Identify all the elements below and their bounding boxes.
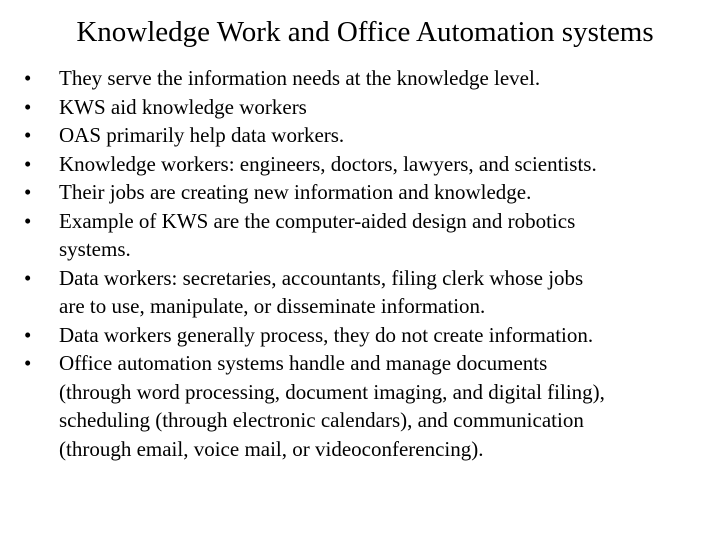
bullet-item (24, 321, 714, 350)
bullet-dot: • (24, 180, 32, 204)
bullet-text-line: scheduling (through electronic calendars), and communication (59, 408, 584, 432)
bullet-text-line: (through email, voice mail, or videoconferencing). (59, 436, 484, 461)
bullet-text-line: Knowledge workers: engineers, doctors, lawyers, and scientists. (59, 151, 597, 176)
bullet-dot: • (24, 66, 32, 90)
bullet-item (24, 64, 714, 93)
bullet-dot: • (24, 208, 32, 233)
bullet-item (24, 349, 714, 463)
bullet-text-line: They serve the information needs at the knowledge level. (59, 66, 541, 90)
bullet-item (24, 121, 714, 150)
bullet-dot: • (24, 94, 32, 119)
bullet-item (24, 207, 714, 264)
bullet-dot: • (24, 151, 32, 176)
bullet-list (24, 64, 714, 463)
bullet-text-line: Example of KWS are the computer-aided design and robotics (59, 208, 576, 233)
bullet-text-line: Their jobs are creating new information and knowledge. (59, 180, 532, 204)
slide-title: Knowledge Work and Office Automation systems (76, 16, 654, 48)
bullet-text-line: are to use, manipulate, or disseminate information. (59, 294, 486, 318)
bullet-dot: • (24, 351, 32, 375)
bullet-item (24, 150, 714, 179)
bullet-text-line: Data workers generally process, they do not create information. (59, 322, 594, 347)
bullet-dot: • (24, 123, 32, 147)
bullet-dot: • (24, 265, 32, 290)
bullet-text-line: (through word processing, document imaging, and digital filing), (59, 379, 605, 404)
bullet-text-line: OAS primarily help data workers. (59, 123, 345, 147)
bullet-item (24, 178, 714, 207)
bullet-text-line: KWS aid knowledge workers (59, 94, 307, 119)
bullet-item (24, 93, 714, 122)
bullet-text-line: systems. (59, 237, 131, 261)
bullet-item (24, 264, 714, 321)
bullet-text-line: Office automation systems handle and manage documents (59, 351, 548, 375)
bullet-text-line: Data workers: secretaries, accountants, filing clerk whose jobs (59, 265, 584, 290)
bullet-dot: • (24, 322, 32, 347)
